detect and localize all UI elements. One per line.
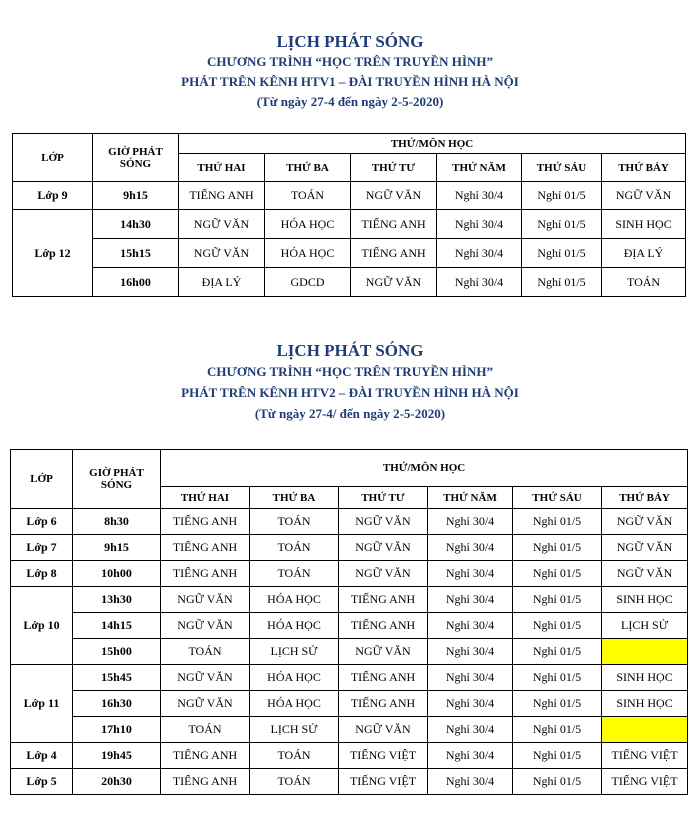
subject-cell: SINH HỌC	[602, 665, 688, 691]
subject-cell: SINH HỌC	[602, 587, 688, 613]
subject-cell: HÓA HỌC	[265, 210, 351, 239]
class-cell: Lớp 12	[13, 210, 93, 297]
subject-cell: TIẾNG VIỆT	[602, 769, 688, 795]
subject-cell: Nghỉ 30/4	[428, 535, 513, 561]
time-cell: 19h45	[73, 743, 161, 769]
header-day: THỨ NĂM	[428, 487, 513, 509]
header-day: THỨ HAI	[161, 487, 250, 509]
subject-cell: NGỮ VĂN	[179, 239, 265, 268]
subject-cell: TIẾNG ANH	[351, 210, 437, 239]
subject-cell: TIẾNG ANH	[161, 509, 250, 535]
subject-cell: Nghỉ 01/5	[522, 182, 602, 210]
subject-cell: Nghỉ 30/4	[428, 613, 513, 639]
subject-cell: Nghỉ 01/5	[513, 613, 602, 639]
class-cell: Lớp 11	[11, 665, 73, 743]
table-row	[11, 743, 688, 769]
table-row	[13, 210, 686, 239]
schedule1-dates: (Từ ngày 27-4 đến ngày 2-5-2020)	[256, 94, 444, 109]
header-lop: LỚP	[13, 134, 93, 182]
subject-cell: TIẾNG ANH	[179, 182, 265, 210]
header-day: THỨ BẢY	[602, 154, 686, 182]
table-row	[13, 239, 686, 268]
header-lop: LỚP	[11, 450, 73, 509]
time-cell: 14h15	[73, 613, 161, 639]
time-cell: 14h30	[93, 210, 179, 239]
header-day: THỨ SÁU	[522, 154, 602, 182]
subject-cell: TOÁN	[602, 268, 686, 297]
class-cell: Lớp 7	[11, 535, 73, 561]
subject-cell: TOÁN	[161, 639, 250, 665]
subject-cell: SINH HỌC	[602, 691, 688, 717]
subject-cell: TOÁN	[250, 561, 339, 587]
subject-cell: NGỮ VĂN	[161, 665, 250, 691]
subject-cell: Nghỉ 01/5	[522, 268, 602, 297]
subject-cell: ĐỊA LÝ	[602, 239, 686, 268]
subject-cell: TOÁN	[250, 535, 339, 561]
subject-cell: Nghỉ 30/4	[428, 691, 513, 717]
subject-cell: HÓA HỌC	[250, 691, 339, 717]
header-day: THỨ TƯ	[351, 154, 437, 182]
class-cell: Lớp 9	[13, 182, 93, 210]
subject-cell: Nghỉ 01/5	[513, 665, 602, 691]
schedule1-title: LỊCH PHÁT SÓNG	[276, 32, 424, 51]
time-cell: 16h30	[73, 691, 161, 717]
header-gio: GIỜ PHÁT SÓNG	[73, 450, 161, 509]
schedule1-channel: PHÁT TRÊN KÊNH HTV1 – ĐÀI TRUYỀN HÌNH HÀ NỘI	[181, 74, 519, 89]
time-cell: 16h00	[93, 268, 179, 297]
subject-cell: Nghỉ 01/5	[513, 561, 602, 587]
header-day: THỨ NĂM	[437, 154, 522, 182]
header-day: THỨ BA	[265, 154, 351, 182]
class-cell: Lớp 6	[11, 509, 73, 535]
header-thu-mon-hoc: THỨ/MÔN HỌC	[179, 134, 686, 154]
subject-cell: Nghỉ 30/4	[428, 743, 513, 769]
subject-cell: GDCD	[265, 268, 351, 297]
subject-cell: NGỮ VĂN	[161, 691, 250, 717]
subject-cell: TOÁN	[265, 182, 351, 210]
subject-cell: SINH HỌC	[602, 210, 686, 239]
subject-cell: TIẾNG VIỆT	[339, 769, 428, 795]
table-row	[11, 587, 688, 613]
subject-cell: LỊCH SỬ	[250, 717, 339, 743]
header-day: THỨ BẢY	[602, 487, 688, 509]
subject-cell: TIẾNG ANH	[339, 665, 428, 691]
class-cell: Lớp 4	[11, 743, 73, 769]
time-cell: 9h15	[73, 535, 161, 561]
subject-cell: Nghỉ 01/5	[513, 587, 602, 613]
time-cell: 15h15	[93, 239, 179, 268]
table-row	[13, 182, 686, 210]
time-cell: 17h10	[73, 717, 161, 743]
table-row	[11, 691, 688, 717]
subject-cell: HÓA HỌC	[265, 239, 351, 268]
table-row	[11, 535, 688, 561]
subject-cell: TOÁN	[250, 743, 339, 769]
subject-cell: Nghỉ 01/5	[513, 639, 602, 665]
schedule2-title: LỊCH PHÁT SÓNG	[276, 341, 424, 360]
header-day: THỨ HAI	[179, 154, 265, 182]
table-row	[13, 268, 686, 297]
subject-cell: TIẾNG ANH	[161, 535, 250, 561]
subject-cell: TIẾNG ANH	[339, 613, 428, 639]
header-thu-mon-hoc: THỨ/MÔN HỌC	[161, 450, 688, 487]
class-cell: Lớp 8	[11, 561, 73, 587]
schedule2-dates: (Từ ngày 27-4/ đến ngày 2-5-2020)	[254, 406, 446, 421]
subject-cell: NGỮ VĂN	[161, 613, 250, 639]
table-row	[11, 639, 688, 665]
table-row	[11, 717, 688, 743]
subject-cell: TIẾNG ANH	[161, 769, 250, 795]
subject-cell: Nghỉ 30/4	[428, 769, 513, 795]
subject-cell: TOÁN	[250, 769, 339, 795]
subject-cell: HÓA HỌC	[250, 613, 339, 639]
subject-cell: NGỮ VĂN	[602, 535, 688, 561]
subject-cell: LỊCH SỬ	[602, 613, 688, 639]
subject-cell: Nghỉ 01/5	[513, 743, 602, 769]
highlighted-empty-cell	[602, 717, 688, 743]
subject-cell: NGỮ VĂN	[339, 535, 428, 561]
subject-cell: Nghỉ 01/5	[513, 691, 602, 717]
subject-cell: NGỮ VĂN	[339, 639, 428, 665]
subject-cell: NGỮ VĂN	[339, 509, 428, 535]
class-cell: Lớp 5	[11, 769, 73, 795]
subject-cell: NGỮ VĂN	[339, 717, 428, 743]
table-row	[11, 509, 688, 535]
subject-cell: Nghỉ 30/4	[437, 182, 522, 210]
subject-cell: TIẾNG ANH	[339, 691, 428, 717]
subject-cell: TOÁN	[250, 509, 339, 535]
schedule1-table	[12, 133, 686, 297]
subject-cell: HÓA HỌC	[250, 587, 339, 613]
table-row	[11, 769, 688, 795]
subject-cell: NGỮ VĂN	[602, 182, 686, 210]
subject-cell: Nghỉ 01/5	[513, 769, 602, 795]
subject-cell: NGỮ VĂN	[351, 268, 437, 297]
time-cell: 8h30	[73, 509, 161, 535]
time-cell: 20h30	[73, 769, 161, 795]
subject-cell: Nghỉ 01/5	[522, 239, 602, 268]
subject-cell: TIẾNG ANH	[161, 743, 250, 769]
subject-cell: NGỮ VĂN	[602, 509, 688, 535]
subject-cell: Nghỉ 30/4	[428, 509, 513, 535]
subject-cell: Nghỉ 01/5	[513, 509, 602, 535]
subject-cell: TOÁN	[161, 717, 250, 743]
subject-cell: TIẾNG VIỆT	[602, 743, 688, 769]
subject-cell: Nghỉ 30/4	[428, 717, 513, 743]
subject-cell: ĐỊA LÝ	[179, 268, 265, 297]
schedule2-table	[10, 449, 688, 795]
class-cell: Lớp 10	[11, 587, 73, 665]
subject-cell: LỊCH SỬ	[250, 639, 339, 665]
subject-cell: NGỮ VĂN	[339, 561, 428, 587]
subject-cell: Nghỉ 30/4	[428, 665, 513, 691]
schedule2-program: CHƯƠNG TRÌNH “HỌC TRÊN TRUYỀN HÌNH”	[207, 364, 493, 379]
time-cell: 15h45	[73, 665, 161, 691]
header-day: THỨ SÁU	[513, 487, 602, 509]
subject-cell: NGỮ VĂN	[351, 182, 437, 210]
subject-cell: Nghỉ 30/4	[437, 268, 522, 297]
highlighted-empty-cell	[602, 639, 688, 665]
subject-cell: HÓA HỌC	[250, 665, 339, 691]
header-day: THỨ TƯ	[339, 487, 428, 509]
subject-cell: NGỮ VĂN	[161, 587, 250, 613]
header-day: THỨ BA	[250, 487, 339, 509]
time-cell: 15h00	[73, 639, 161, 665]
subject-cell: Nghỉ 01/5	[522, 210, 602, 239]
time-cell: 10h00	[73, 561, 161, 587]
subject-cell: Nghỉ 01/5	[513, 717, 602, 743]
subject-cell: TIẾNG ANH	[351, 239, 437, 268]
subject-cell: TIẾNG VIỆT	[339, 743, 428, 769]
subject-cell: Nghỉ 01/5	[513, 535, 602, 561]
header-gio: GIỜ PHÁT SÓNG	[93, 134, 179, 182]
subject-cell: Nghỉ 30/4	[428, 561, 513, 587]
schedule2-channel: PHÁT TRÊN KÊNH HTV2 – ĐÀI TRUYỀN HÌNH HÀ NỘI	[181, 385, 519, 400]
subject-cell: TIẾNG ANH	[339, 587, 428, 613]
subject-cell: TIẾNG ANH	[161, 561, 250, 587]
subject-cell: NGỮ VĂN	[179, 210, 265, 239]
subject-cell: Nghỉ 30/4	[428, 639, 513, 665]
table-row	[11, 613, 688, 639]
subject-cell: Nghỉ 30/4	[428, 587, 513, 613]
subject-cell: Nghỉ 30/4	[437, 239, 522, 268]
time-cell: 13h30	[73, 587, 161, 613]
table-row	[11, 665, 688, 691]
schedule1-program: CHƯƠNG TRÌNH “HỌC TRÊN TRUYỀN HÌNH”	[207, 54, 493, 69]
table-row	[11, 561, 688, 587]
time-cell: 9h15	[93, 182, 179, 210]
subject-cell: Nghỉ 30/4	[437, 210, 522, 239]
subject-cell: NGỮ VĂN	[602, 561, 688, 587]
